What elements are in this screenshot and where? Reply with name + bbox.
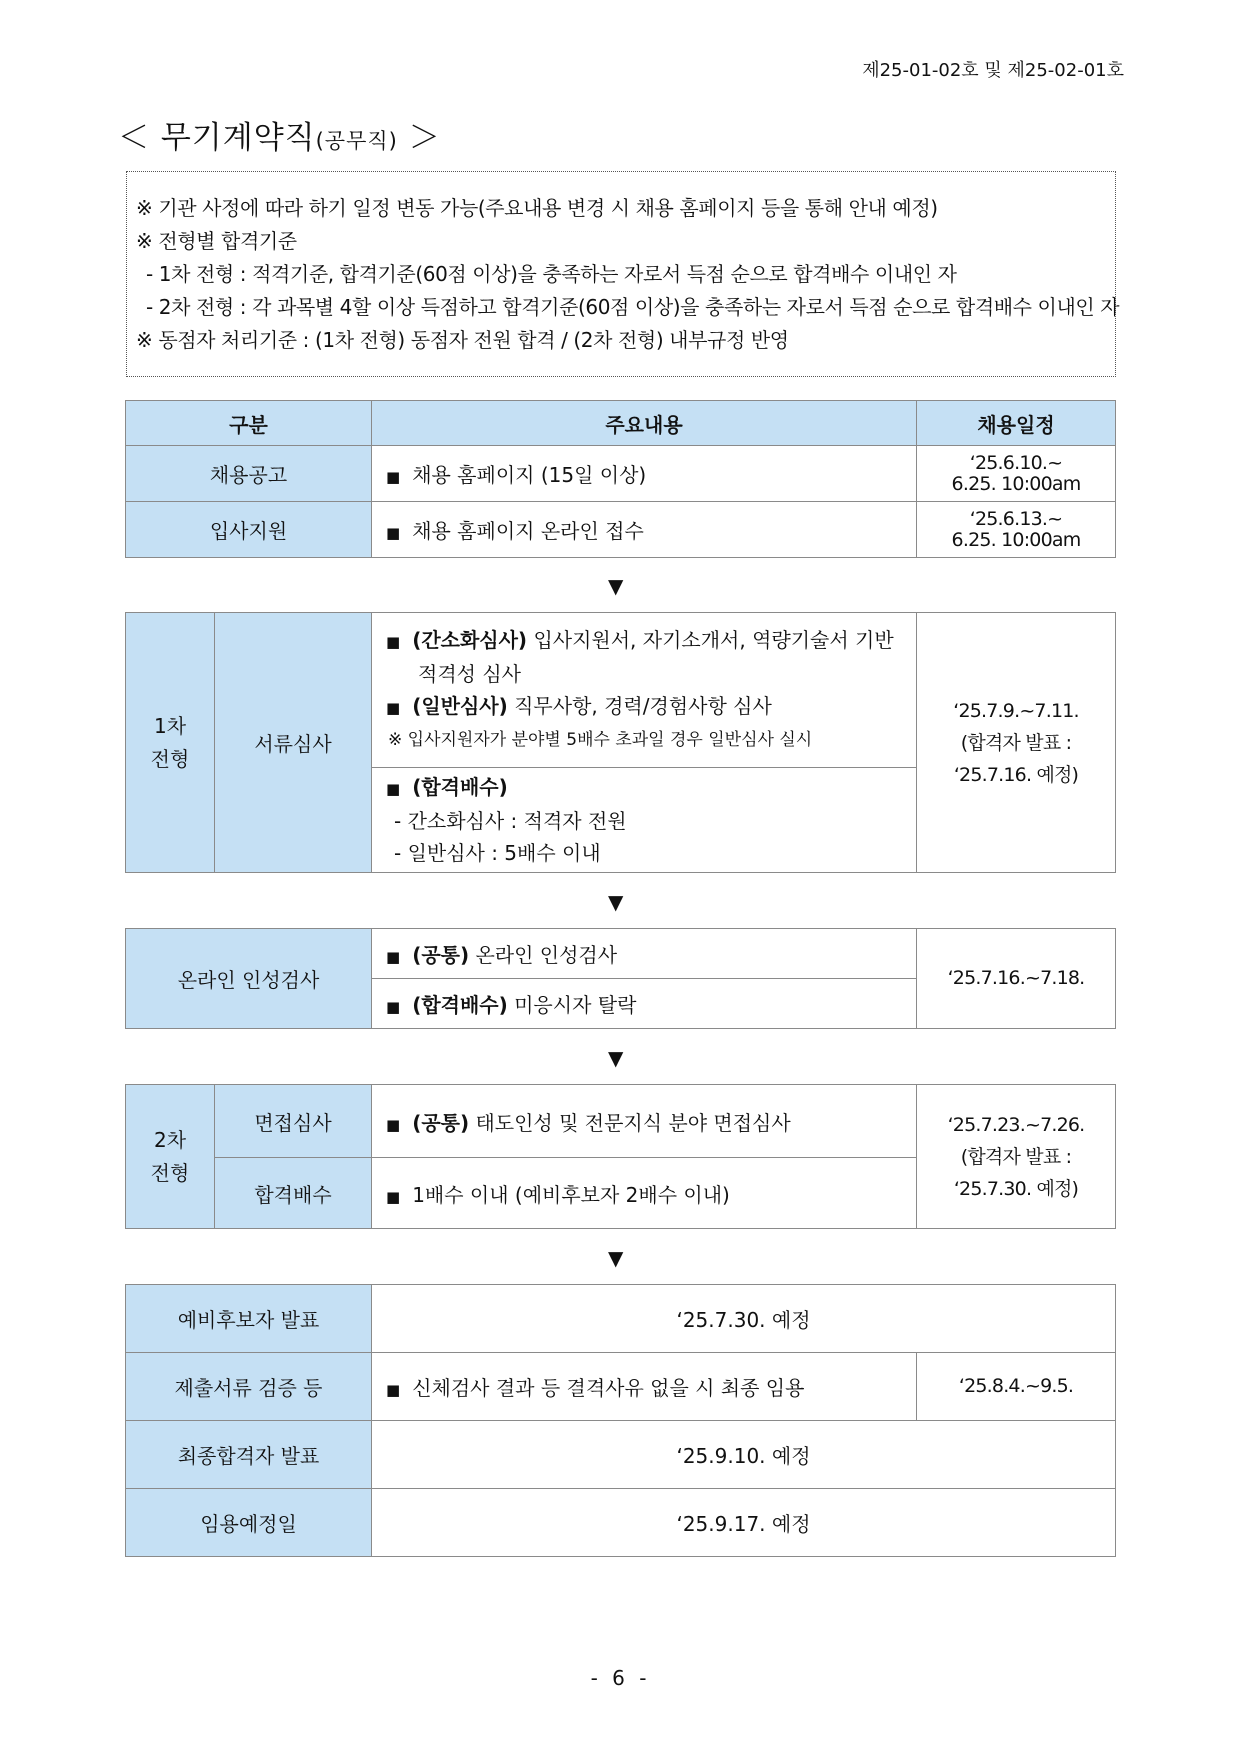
flow-arrow-icon: ▼	[608, 890, 624, 914]
row-content	[372, 502, 917, 558]
bold-label: (공통)	[412, 943, 470, 967]
flow-arrow-icon: ▼	[608, 1246, 624, 1270]
content-line	[386, 771, 916, 805]
bullet-icon: ■	[386, 948, 401, 966]
table-row	[126, 446, 1116, 502]
stage1-pass-content	[372, 768, 917, 873]
table-row	[126, 929, 1116, 979]
stage-label-line: 2차	[153, 1127, 187, 1152]
date-line: (합격자 발표 :	[960, 1145, 1072, 1168]
reserve-label: 예비후보자 발표	[126, 1285, 372, 1353]
content-line: - 일반심사 : 5배수 이내	[394, 841, 601, 865]
table-row	[126, 1353, 1116, 1421]
header-category: 구분	[126, 401, 372, 446]
final-schedule-table	[125, 1284, 1116, 1557]
content-text: 신체검사 결과 등 결격사유 없을 시 최종 임용	[412, 1376, 805, 1400]
bold-label: (일반심사)	[412, 694, 508, 718]
row-content	[372, 1353, 917, 1421]
row-date	[917, 446, 1116, 502]
table-row	[126, 502, 1116, 558]
row-content	[372, 1085, 917, 1158]
date-line: ‘25.7.16. 예정)	[953, 763, 1079, 786]
content-text: 온라인 인성검사	[475, 943, 618, 967]
stage1-date	[917, 613, 1116, 873]
pass-label: 합격배수	[215, 1158, 372, 1229]
table-header-row	[126, 401, 1116, 446]
stage2-table	[125, 1084, 1116, 1229]
interview-label: 면접심사	[215, 1085, 372, 1158]
section-title-close: ＞	[408, 120, 441, 156]
recruit-schedule-table	[125, 400, 1116, 558]
notice-line: ※ 기관 사정에 따라 하기 일정 변동 가능(주요내용 변경 시 채용 홈페이지 등을 통해 안내 예정)	[136, 196, 938, 220]
table-row	[126, 613, 1116, 768]
document-number: 제25-01-02호 및 제25-02-01호	[862, 60, 1124, 81]
content-line: 적격성 심사	[418, 662, 521, 686]
date-line: 6.25. 10:00am	[951, 472, 1081, 495]
flow-arrow-icon: ▼	[608, 574, 624, 598]
content-line	[386, 624, 916, 658]
date-line: ‘25.6.13.~	[969, 507, 1063, 530]
bullet-icon: ■	[386, 1115, 401, 1134]
bullet-icon: ■	[386, 633, 401, 651]
date-line: (합격자 발표 :	[960, 731, 1072, 754]
row-content	[372, 446, 917, 502]
notice-line: - 1차 전형 : 적격기준, 합격기준(60점 이상)을 충족하는 자로서 득점 순으로 합격배수 이내인 자	[146, 262, 957, 286]
stage1-label	[126, 613, 215, 873]
stage1-sub-label: 서류심사	[215, 613, 372, 873]
section-title	[118, 112, 441, 157]
section-title-main: ＜ 무기계약직	[118, 120, 316, 156]
row-content	[372, 1158, 917, 1229]
header-content: 주요내용	[372, 401, 917, 446]
notice-line: ※ 동점자 처리기준 : (1차 전형) 동점자 전원 합격 / (2차 전형) 내부규정 반영	[136, 328, 789, 352]
date-line: ‘25.7.30. 예정)	[953, 1177, 1079, 1200]
date-line: ‘25.6.10.~	[969, 451, 1063, 474]
stage2-date	[917, 1085, 1116, 1229]
notice-box	[126, 171, 1120, 377]
content-line: - 간소화심사 : 적격자 전원	[394, 809, 627, 833]
bold-label: (간소화심사)	[412, 628, 528, 652]
bullet-icon: ■	[386, 780, 401, 798]
bullet-icon: ■	[386, 524, 401, 542]
appoint-label: 임용예정일	[126, 1489, 372, 1557]
stage-label-line: 1차	[153, 713, 187, 738]
bullet-icon: ■	[386, 1187, 401, 1206]
date-line: ‘25.7.9.~7.11.	[953, 699, 1079, 722]
row-label-announce: 채용공고	[126, 446, 372, 502]
verify-label: 제출서류 검증 등	[126, 1353, 372, 1421]
stage1-table	[125, 612, 1116, 873]
stage-label-line: 전형	[150, 746, 190, 771]
flow-arrow-icon: ▼	[608, 1046, 624, 1070]
bold-label: (공통)	[412, 1110, 470, 1135]
notice-line: ※ 전형별 합격기준	[136, 229, 297, 253]
notice-line: - 2차 전형 : 각 과목별 4할 이상 득점하고 합격기준(60점 이상)을 충족하는 자로서 득점 순으로 합격배수 이내인 자	[146, 295, 1120, 319]
date-line: 6.25. 10:00am	[951, 528, 1081, 551]
content-text: 직무사항, 경력/경험사항 심사	[514, 694, 772, 718]
table-row	[126, 1085, 1116, 1158]
bullet-icon: ■	[386, 468, 401, 486]
content-text: 입사지원서, 자기소개서, 역량기술서 기반	[533, 628, 894, 652]
note-line: ※ 입사지원자가 분야별 5배수 초과일 경우 일반심사 실시	[388, 730, 813, 750]
stage1-review-content	[372, 613, 917, 768]
content-text: 미응시자 탈락	[514, 993, 637, 1017]
bold-label: (합격배수)	[412, 993, 508, 1017]
online-test-table	[125, 928, 1116, 1029]
verify-date: ‘25.8.4.~9.5.	[917, 1353, 1116, 1421]
bullet-icon: ■	[386, 998, 401, 1016]
row-content	[372, 979, 917, 1029]
header-schedule: 채용일정	[917, 401, 1116, 446]
final-label: 최종합격자 발표	[126, 1421, 372, 1489]
row-label-apply: 입사지원	[126, 502, 372, 558]
row-content	[372, 929, 917, 979]
content-text: 태도인성 및 전문지식 분야 면접심사	[475, 1110, 791, 1135]
date-line: ‘25.7.23.~7.26.	[947, 1113, 1085, 1136]
row-date	[917, 502, 1116, 558]
appoint-date: ‘25.9.17. 예정	[372, 1489, 1116, 1557]
content-line	[386, 690, 916, 724]
bullet-icon: ■	[386, 699, 401, 717]
stage2-label	[126, 1085, 215, 1229]
content-text: 1배수 이내 (예비후보자 2배수 이내)	[412, 1182, 730, 1207]
reserve-date: ‘25.7.30. 예정	[372, 1285, 1116, 1353]
page-number: - 6 -	[590, 1666, 651, 1690]
section-title-sub: (공무직)	[315, 129, 398, 153]
table-row	[126, 1285, 1116, 1353]
table-row	[126, 1421, 1116, 1489]
content-text: 채용 홈페이지 (15일 이상)	[412, 463, 647, 487]
table-row	[126, 1489, 1116, 1557]
online-test-label: 온라인 인성검사	[126, 929, 372, 1029]
bullet-icon: ■	[386, 1381, 401, 1399]
content-text: 채용 홈페이지 온라인 접수	[412, 519, 644, 543]
bold-label: (합격배수)	[412, 775, 508, 799]
online-test-date: ‘25.7.16.~7.18.	[917, 929, 1116, 1029]
final-date: ‘25.9.10. 예정	[372, 1421, 1116, 1489]
stage-label-line: 전형	[150, 1160, 190, 1185]
